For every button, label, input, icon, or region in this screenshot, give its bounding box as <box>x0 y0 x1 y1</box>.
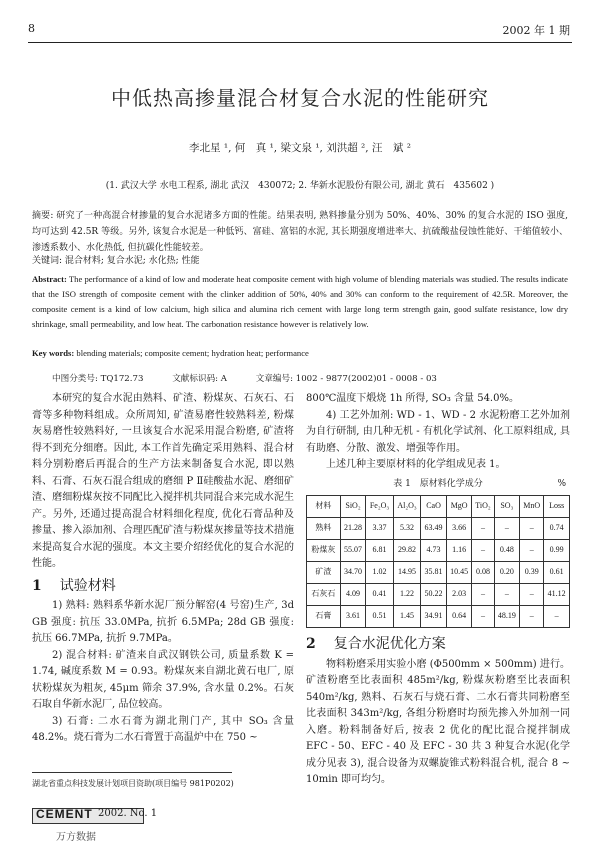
table-cell: 0.64 <box>446 606 472 628</box>
table-cell: 34.70 <box>340 562 366 584</box>
table-cell: 1.45 <box>393 606 420 628</box>
table-cell: 21.28 <box>340 518 366 540</box>
paragraph-clinker: 1) 熟料: 熟料系华新水泥厂预分解窑(4 号窑)生产, 3d GB 强度: 抗压 33.0MPa, 抗折 6.5MPa; 28d GB 强度: 抗压 66.7MPa, 抗折 9.7MPa。 <box>32 600 294 644</box>
watermark: 万方数据 <box>56 832 96 843</box>
table-cell: 3.37 <box>366 518 393 540</box>
table-cell: 0.41 <box>366 584 393 606</box>
page-number: 8 <box>28 22 35 35</box>
table-cell: – <box>520 584 544 606</box>
table-header-cell: TiO₂ <box>472 496 494 518</box>
table-header-cell: Fe₂O₃ <box>366 496 393 518</box>
table-cell: – <box>472 518 494 540</box>
table-row <box>307 606 570 628</box>
table-cell: – <box>472 540 494 562</box>
article-affiliation: (1. 武汉大学 水电工程系, 湖北 武汉 430072; 2. 华新水泥股份有限公司, 湖北 黄石 435602 ) <box>105 181 495 191</box>
table-cell: 0.48 <box>494 540 520 562</box>
table-cell: – <box>520 606 544 628</box>
table-cell: – <box>472 606 494 628</box>
table-cell: – <box>494 584 520 606</box>
keywords-english <box>32 348 568 358</box>
article-id: 文章编号: 1002 - 9877(2002)01 - 0008 - 03 <box>255 374 437 384</box>
paragraph-admixture: 2) 混合材料: 矿渣来自武汉钢铁公司, 质量系数 K = 1.74, 碱度系数 M = 0.93。粉煤灰来自湖北黄石电厂, 原状粉煤灰为粗灰, 45μm 筛余 37.9%, 含水量 0.2%。石灰石取自华新水泥厂, 品位较高。 <box>32 649 294 710</box>
table-header-cell: SO₃ <box>494 496 520 518</box>
abstract-chinese: 摘要: 研究了一种高混合材掺量的复合水泥诸多方面的性能。结果表明, 熟料掺量分别为 50%、40%、30% 的复合水泥的 ISO 强度, 均可达到 42.5R 等级。另外, 该复合水泥是一种低钙、富硅、富铝的水泥, 其长期强度增进率大、抗硫酸盐侵蚀性能好、干缩值较小、渗透系数小、水化热低, 但抗碳化性能较差。 <box>32 211 568 253</box>
table-row <box>307 584 570 606</box>
table-header-cell: MgO <box>446 496 472 518</box>
section-number: 1 <box>32 577 42 594</box>
table-cell: 熟料 <box>307 518 341 540</box>
header-rule <box>28 42 572 43</box>
table-row <box>307 518 570 540</box>
clc-number: 中图分类号: TQ172.73 <box>52 374 144 384</box>
table-cell: 34.91 <box>421 606 447 628</box>
table-cell: 55.07 <box>340 540 366 562</box>
section-title: 复合水泥优化方案 <box>333 636 446 652</box>
keywords-chinese: 关键词: 混合材料; 复合水泥; 水化热; 性能 <box>32 256 200 266</box>
table-cell: 3.61 <box>340 606 366 628</box>
paragraph-grinding: 物料粉磨采用实验小磨 (Φ500mm × 500mm) 进行。矿渣粉磨至比表面积 485m²/kg, 粉煤灰粉磨至比表面积 540m²/kg, 熟料、石灰石与烧石膏、二水石膏共同粉磨至比表面积 343m²/kg, 各组分粉磨时均预先掺入外加剂一同入磨。粉料制备好后, 按表 2 优化的配比混合搅拌制成 EFC - 50、EFC - 40 及 EFC - 30 共 3 种复合水泥(化学成分见表 3), 混合设备为双螺旋锥式粉料混合机, 混合 8 ~ 10min 即可均匀。 <box>306 658 570 785</box>
table-title: 表 1 原材料化学成分 <box>393 478 483 489</box>
journal-issue: 2002 年 1 期 <box>502 24 570 37</box>
table-header-cell: Al₂O₃ <box>393 496 420 518</box>
table-unit: % <box>557 478 566 489</box>
table-cell: – <box>494 518 520 540</box>
table-cell: – <box>520 518 544 540</box>
abstract-english-text: The performance of a kind of low and moderate heat composite cement with high volume of blending materials was studied. The results indicate that the ISO strength of composite cement with the clinker addition of 50%, 40% and 30% can conform to the requirement of 42.5R. Moreover, the composite cement is a kind of low calcium, high silica and alumina rich cement with large long term strength gain, good sulfate resistance, low dry shrinkage, small permeability, and low heat. The carbonation resistance however is relatively low. <box>32 274 568 329</box>
section-1-heading <box>32 578 294 595</box>
paragraph-gypsum: 3) 石膏: 二水石膏为湖北荆门产, 其中 SO₃ 含量 48.2%。烧石膏为二水石膏置于高温炉中在 750 ~ <box>32 715 294 743</box>
table-cell: – <box>544 606 570 628</box>
funding-footnote: 湖北省重点科技发展计划项目资助(项目编号 981P0202) <box>32 779 234 788</box>
body-left-column <box>32 391 294 747</box>
table-cell: 5.32 <box>393 518 420 540</box>
table-cell: 2.03 <box>446 584 472 606</box>
table-cell: 石灰石 <box>307 584 341 606</box>
table-cell: 6.81 <box>366 540 393 562</box>
paragraph-table-ref: 上述几种主要原材料的化学组成见表 1。 <box>326 459 506 470</box>
intro-paragraph: 本研究的复合水泥由熟料、矿渣、粉煤灰、石灰石、石膏等多种物料组成。众所周知, 矿渣易磨性较熟料差, 粉煤灰易磨性较熟料好, 一旦该复合水泥采用混合粉磨, 矿渣将得不到充分细磨。因此, 本工作首先确定采用熟料、混合材料分别粉磨后再混合的生产方法来制备复合水泥, 即以熟料、石膏、石灰石混合组成的磨细 P Ⅱ硅酸盐水泥、磨细矿渣、磨细粉煤灰按不同配比入搅拌机共同混合来完成水泥生产。另外, 还通过提高混合材料细化程度, 优化石膏品种及掺量、掺入添加剂、合理匹配矿渣与粉煤灰掺量等技术措施来提高复合水泥的强度。本文主要介绍经优化的复合水泥的性能。 <box>32 393 294 569</box>
table-cell: 1.22 <box>393 584 420 606</box>
article-title: 中低热高掺量混合材复合水泥的性能研究 <box>111 86 489 110</box>
table-cell: 0.61 <box>544 562 570 584</box>
table-row <box>307 562 570 584</box>
table-row <box>307 540 570 562</box>
footnote-rule <box>32 772 232 773</box>
table-cell: 35.81 <box>421 562 447 584</box>
table-cell: 3.66 <box>446 518 472 540</box>
table-cell: 63.49 <box>421 518 447 540</box>
table-header-cell: 材料 <box>307 496 341 518</box>
table-header-cell: Loss <box>544 496 570 518</box>
table-cell: 粉煤灰 <box>307 540 341 562</box>
table-cell: 0.20 <box>494 562 520 584</box>
keywords-english-text: blending materials; composite cement; hydration heat; performance <box>74 348 309 358</box>
journal-brand-issue: 2002. No. 1 <box>98 808 158 819</box>
section-2-heading <box>306 636 570 653</box>
journal-brand: CEMENT <box>36 807 93 821</box>
table-caption <box>306 476 570 493</box>
table-cell: – <box>472 584 494 606</box>
table-cell: 41.12 <box>544 584 570 606</box>
composition-table <box>306 495 570 628</box>
table-cell: 10.45 <box>446 562 472 584</box>
document-code: 文献标识码: A <box>172 374 227 384</box>
body-right-column <box>306 391 570 789</box>
table-cell: 14.95 <box>393 562 420 584</box>
classification-line <box>52 372 463 384</box>
abstract-english <box>32 272 568 332</box>
table-cell: 1.16 <box>446 540 472 562</box>
table-header-cell: SiO₂ <box>340 496 366 518</box>
article-authors: 李北星 ¹, 何 真 ¹, 梁文泉 ¹, 刘洪超 ², 汪 斌 ² <box>189 142 411 154</box>
section-title: 试验材料 <box>59 577 116 594</box>
table-cell: 0.51 <box>366 606 393 628</box>
table-cell: 0.74 <box>544 518 570 540</box>
table-cell: 4.09 <box>340 584 366 606</box>
table-header-cell: CaO <box>421 496 447 518</box>
paragraph-gypsum-cont: 800℃温度下煅烧 1h 所得, SO₃ 含量 54.0%。 <box>306 393 519 404</box>
keywords-label: Key words: <box>32 348 75 358</box>
table-cell: 矿渣 <box>307 562 341 584</box>
table-cell: 1.02 <box>366 562 393 584</box>
table-cell: 0.39 <box>520 562 544 584</box>
table-cell: 石膏 <box>307 606 341 628</box>
table-header-cell: MnO <box>520 496 544 518</box>
table-cell: 48.19 <box>494 606 520 628</box>
table-cell: 50.22 <box>421 584 447 606</box>
table-cell: 29.82 <box>393 540 420 562</box>
table-cell: 0.99 <box>544 540 570 562</box>
abstract-label: Abstract: <box>32 274 67 284</box>
table-cell: 0.08 <box>472 562 494 584</box>
paragraph-additive: 4) 工艺外加剂: WD - 1、WD - 2 水泥粉磨工艺外加剂为自行研制, 由几种无机 - 有机化学试剂、化工原料组成, 具有助磨、分散、激发、增强等作用。 <box>306 409 570 454</box>
table-cell: 4.73 <box>421 540 447 562</box>
section-number: 2 <box>306 636 316 652</box>
table-cell: – <box>520 540 544 562</box>
